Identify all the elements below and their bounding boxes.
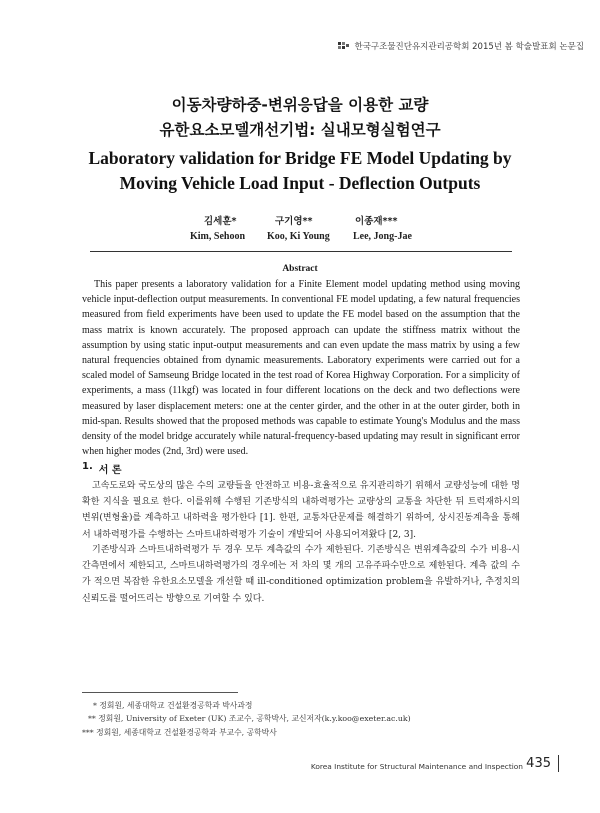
journal-logo-icon bbox=[338, 41, 350, 51]
section-title: 서 론 bbox=[98, 465, 122, 476]
title-english-line2: Moving Vehicle Load Input - Deflection Outputs bbox=[119, 173, 481, 193]
title-english-line1: Laboratory validation for Bridge FE Model Updating by bbox=[88, 148, 512, 168]
author-3-korean: 이종재*** bbox=[355, 216, 398, 227]
footnote-1: * 정회원, 세종대학교 건설환경공학과 박사과정 bbox=[93, 701, 253, 710]
abstract-text: This paper presents a laboratory validation for a Finite Element model updating method using moving vehicle input-deflection output measurements. In conventional FE model updating, a few natural frequencies measured from field experiments have been used to update the FE model based on the assumption that the mass matrix is known accurately. The proposed approach can update the stiffness matrix without the assumption by using static input-output measurements and can even update the mass matrix by using a few natural frequencies obtained from dynamic measurements. Laboratory experiments were carried out for a scaled model of Samseung Bridge located in the test road of Korea Highway Corporation. For a simplicity of experiments, a mass (11kgf) was located in four different locations on the deck and two deflections were measured by laser displacement meters: one at the center girder, and the other in at the outer girder, both in mid-span. Results showed that the proposed methods was capable to estimate Young's Modulus and the mass density of the model bridge accurately while natural-frequency-based updating may result in significant error when higher modes (2nd, 3rd) were used. bbox=[82, 279, 520, 458]
section-number: 1. bbox=[82, 461, 93, 472]
author-2-korean: 구기영** bbox=[275, 216, 313, 227]
footnote-divider bbox=[82, 692, 238, 693]
section-heading bbox=[82, 461, 122, 476]
author-1-korean: 김세훈* bbox=[204, 216, 237, 227]
page-number: 435 bbox=[526, 756, 551, 771]
intro-paragraph-1: 고속도로와 국도상의 많은 수의 교량들을 안전하고 비용-효율적으로 유지관리하기 위해서 교량성능에 대한 명확한 지식을 필요로 한다. 이를위해 수행된 기존방식의 내하력평가는 교량상의 교통을 차단한 뒤 트럭재하시의 변위(변형율)를 계측하고 내하력을 평가한다 [1]. 한편, 교통차단문제를 해결하기 위하여, 상시진동계측을 통해서 내하력평가를 수행하는 스마트내하력평가 기술이 개발되어 사용되어져왔다 [2, 3]. bbox=[82, 481, 520, 540]
page-number-bar bbox=[558, 755, 559, 772]
author-1-english: Kim, Sehoon bbox=[190, 231, 246, 242]
header-divider bbox=[90, 251, 512, 252]
footnote-2: ** 정회원, University of Exeter (UK) 조교수, 공학박사, 교신저자(k.y.koo@exeter.ac.uk) bbox=[88, 714, 411, 724]
footnotes bbox=[82, 699, 522, 739]
journal-name: 한국구조물진단유지관리공학회 2015년 봄 학술발표회 논문집 bbox=[354, 42, 584, 52]
footnote-3: *** 정회원, 세종대학교 건설환경공학과 부교수, 공학박사 bbox=[82, 727, 277, 737]
author-2-english: Koo, Ki Young bbox=[267, 231, 330, 242]
title-korean-line1: 이동차량하중-변위응답을 이용한 교량 bbox=[171, 96, 429, 114]
journal-header bbox=[338, 40, 584, 52]
intro-paragraph-2: 기존방식과 스마트내하력평가 두 경우 모두 계측값의 수가 제한된다. 기존방식은 변위계측값의 수가 비용-시간측면에서 제한되고, 스마트내하력평가의 경우에는 저 차의 몇 개의 고유주파수만으로 제한된다. 계측 값의 수가 적으면 복잡한 유한요소모델을 개선할 때 ill-conditioned optimization problem을 유발하거나, 추정치의 신뢰도를 떨어뜨리는 방향으로 기여할 수 있다. bbox=[82, 545, 520, 604]
footer-institute: Korea Institute for Structural Maintenance and Inspection bbox=[310, 762, 523, 771]
abstract-heading: Abstract bbox=[282, 264, 318, 274]
title-korean-line2: 유한요소모델개선기법: 실내모형실험연구 bbox=[159, 121, 441, 139]
author-3-english: Lee, Jong-Jae bbox=[353, 231, 412, 242]
